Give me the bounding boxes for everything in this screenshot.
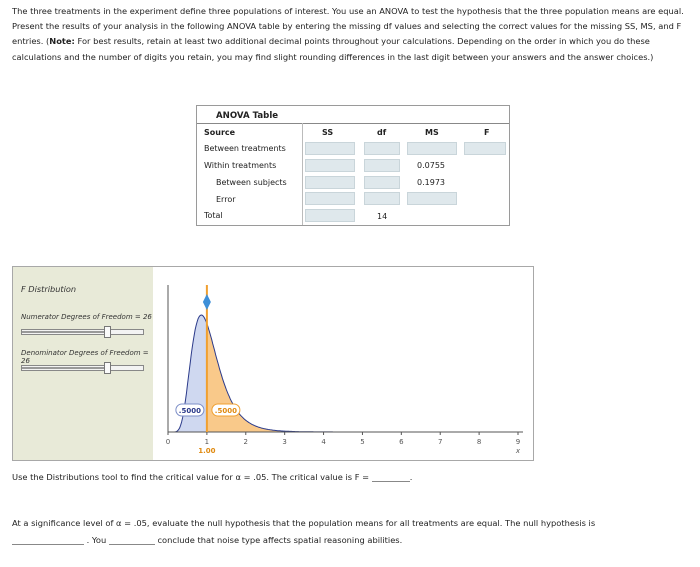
anova-title: ANOVA Table bbox=[216, 111, 279, 121]
ss-between-treatments-select[interactable] bbox=[305, 142, 355, 155]
intro-text-1: The three treatments in the experiment define three populations of interest. You use an ANOVA to test the hypothesis that the three population means are equal. Present the results of your analysis in the following ANOVA table by entering the missing df values and selecting the correct values for the missing SS, MS, and F entries. ( bbox=[12, 6, 684, 47]
question-1-end: . bbox=[409, 472, 413, 482]
tool-title: F Distribution bbox=[21, 284, 77, 294]
x-tick-label: 0 bbox=[165, 438, 171, 446]
df-within-treatments-input[interactable] bbox=[364, 159, 400, 172]
header-ms: MS bbox=[425, 128, 439, 137]
denominator-df-slider[interactable] bbox=[21, 365, 144, 371]
right-area-label: .5000 bbox=[214, 407, 237, 415]
df-between-treatments-input[interactable] bbox=[364, 142, 400, 155]
conclusion-select[interactable] bbox=[109, 535, 155, 545]
df-error-input[interactable] bbox=[364, 192, 400, 205]
note-label: Note: bbox=[49, 36, 75, 47]
null-hypothesis-select[interactable] bbox=[12, 535, 84, 545]
header-ss: SS bbox=[322, 128, 334, 137]
row-error: Error bbox=[216, 195, 236, 204]
numerator-slider-fill bbox=[22, 331, 104, 333]
intro-text-2: For best results, retain at least two additional decimal points throughout your calculations. Depending on the order in which you do these calculations and the number of digits you retain, you may find slight rounding differences in the last digit between your answers and the answer choices.) bbox=[12, 36, 654, 62]
column-divider bbox=[302, 123, 303, 225]
control-panel bbox=[13, 267, 153, 460]
x-tick-label: 5 bbox=[360, 438, 365, 446]
left-area-label-box bbox=[176, 404, 204, 416]
anova-table bbox=[196, 105, 510, 226]
ms-within-value: 0.0755 bbox=[417, 161, 445, 170]
x-tick-label: 4 bbox=[321, 438, 326, 446]
x-axis-label: x bbox=[515, 447, 521, 455]
marker-value-label: 1.00 bbox=[198, 447, 216, 455]
critical-value-input[interactable] bbox=[372, 472, 410, 482]
header-source: Source bbox=[204, 128, 236, 137]
x-tick-label: 2 bbox=[243, 438, 249, 446]
denominator-slider-thumb[interactable] bbox=[104, 362, 111, 374]
critical-value-question bbox=[12, 472, 412, 482]
ss-between-subjects-select[interactable] bbox=[305, 176, 355, 189]
f-distribution-chart bbox=[153, 267, 533, 460]
x-axis-ticks bbox=[166, 432, 520, 446]
marker-drag-handle[interactable] bbox=[203, 294, 211, 310]
ms-error-select[interactable] bbox=[407, 192, 457, 205]
f-select[interactable] bbox=[464, 142, 506, 155]
right-tail-area bbox=[207, 324, 518, 432]
x-tick-label: 6 bbox=[399, 438, 404, 446]
df-total-value: 14 bbox=[377, 212, 388, 221]
x-tick-label: 8 bbox=[476, 438, 482, 446]
hypothesis-answer-line bbox=[12, 535, 402, 545]
header-f: F bbox=[484, 128, 490, 137]
x-tick-label: 9 bbox=[515, 438, 521, 446]
right-area-label-box bbox=[212, 404, 240, 416]
left-area-label: .5000 bbox=[178, 407, 201, 415]
x-tick-label: 7 bbox=[437, 438, 443, 446]
df-between-subjects-input[interactable] bbox=[364, 176, 400, 189]
ms-between-subjects-value: 0.1973 bbox=[417, 178, 445, 187]
header-divider bbox=[197, 123, 509, 124]
f-distribution-tool bbox=[12, 266, 534, 461]
numerator-slider-thumb[interactable] bbox=[104, 326, 111, 338]
header-df: df bbox=[377, 128, 387, 137]
problem-statement bbox=[12, 4, 696, 65]
denominator-df-label: Denominator Degrees of Freedom = 26 bbox=[21, 349, 149, 365]
row-total: Total bbox=[204, 211, 223, 220]
numerator-df-label: Numerator Degrees of Freedom = 26 bbox=[21, 313, 152, 321]
x-tick-label: 1 bbox=[204, 438, 210, 446]
ms-between-treatments-select[interactable] bbox=[407, 142, 457, 155]
question-1-text: Use the Distributions tool to find the critical value for α = .05. The critical value is F = bbox=[12, 472, 370, 482]
row-between-treatments: Between treatments bbox=[204, 144, 286, 153]
ss-error-select[interactable] bbox=[305, 192, 355, 205]
question-3-you: . You bbox=[86, 535, 107, 545]
ss-total-select[interactable] bbox=[305, 209, 355, 222]
row-within-treatments: Within treatments bbox=[204, 161, 277, 170]
x-tick-label: 3 bbox=[282, 438, 287, 446]
ss-within-treatments-select[interactable] bbox=[305, 159, 355, 172]
hypothesis-question: At a significance level of α = .05, evaluate the null hypothesis that the population means for all treatments are equal. The null hypothesis is bbox=[12, 518, 596, 528]
denominator-slider-fill bbox=[22, 367, 104, 369]
question-3-end: conclude that noise type affects spatial reasoning abilities. bbox=[157, 535, 403, 545]
numerator-df-slider[interactable] bbox=[21, 329, 144, 335]
row-between-subjects: Between subjects bbox=[216, 178, 287, 187]
